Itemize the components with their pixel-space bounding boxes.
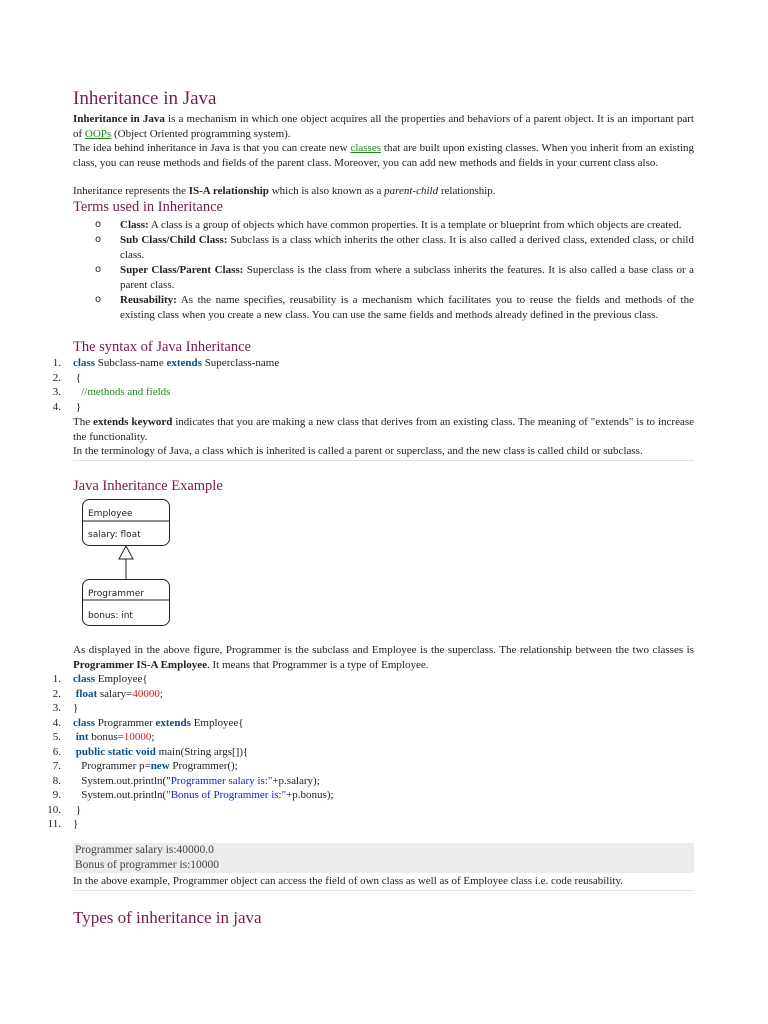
keyword: class <box>73 673 95 685</box>
figure-text: As displayed in the above figure, Programmer is the subclass and Employee is the superclass. The relationship between the two classes is <box>73 644 694 656</box>
keyword: new <box>150 760 170 772</box>
intro-text-end: (Object Oriented programming system). <box>111 127 291 140</box>
line-number: 6. <box>52 745 61 758</box>
term-text: As the name specifies, reusability is a mechanism which facilitates you to reuse the fields and methods of the existing class when you create a new class. You can use the same fields and methods already defined in the previous class. <box>120 294 694 322</box>
figure-paragraph <box>73 643 694 672</box>
term-superclass <box>73 263 694 293</box>
uml-class-diagram <box>82 499 172 629</box>
syntax-heading: The syntax of Java Inheritance <box>73 339 251 355</box>
code-text: salary= <box>97 687 133 700</box>
isa-italic: parent-child <box>384 185 439 197</box>
keyword: float <box>75 687 98 700</box>
page-title: Inheritance in Java <box>73 88 217 109</box>
code-line <box>52 788 694 803</box>
code-line <box>52 759 694 774</box>
isa-text-end: relationship. <box>438 185 496 197</box>
code-text: } <box>75 400 82 413</box>
bullet-icon: o <box>95 234 102 246</box>
line-number: 11. <box>47 818 61 830</box>
term-label: Super Class/Parent Class: <box>120 264 244 277</box>
figure-bold: Programmer IS-A Employee <box>73 658 208 671</box>
extends-text: The <box>73 416 94 428</box>
line-number: 1. <box>52 357 61 369</box>
keyword: extends <box>166 357 202 369</box>
line-number: 2. <box>52 371 61 384</box>
isa-bold: IS-A relationship <box>188 185 269 197</box>
code-text: Subclass-name <box>95 357 167 369</box>
line-number: 5. <box>52 731 61 743</box>
extends-bold: extends keyword <box>93 416 173 428</box>
code-text: ; <box>151 731 155 743</box>
code-line <box>52 400 694 415</box>
line-number: 7. <box>52 760 61 772</box>
intro-paragraph <box>73 112 694 141</box>
isa-text-mid: which is also known as a <box>268 185 385 197</box>
term-class <box>73 218 694 233</box>
idea-paragraph <box>73 141 694 170</box>
code-text: Employee{ <box>95 673 148 685</box>
code-line <box>52 356 694 371</box>
example-heading: Java Inheritance Example <box>73 478 223 494</box>
figure-text-end: . It means that Programmer is a type of Employee. <box>207 658 429 671</box>
line-number: 3. <box>52 702 61 714</box>
code-line <box>52 701 694 716</box>
extends-text-end: indicates that you are making a new class that derives from an existing class. The meaning of "extends" is to increase the functionality. <box>73 416 694 443</box>
intro-bold: Inheritance in Java <box>73 113 165 125</box>
term-text: Subclass is a class which inherits the other class. It is also called a derived class, extended class, or child class. <box>120 234 694 262</box>
code-number: 10000 <box>123 731 152 743</box>
code-line <box>52 745 694 760</box>
code-line <box>52 371 694 386</box>
code-text: +p.salary); <box>272 774 320 787</box>
keyword: int <box>75 731 89 743</box>
programmer-field: bonus: int <box>88 611 133 621</box>
line-number: 2. <box>52 687 61 700</box>
section-divider <box>73 890 694 891</box>
program-output <box>73 843 694 873</box>
code-line <box>52 672 694 687</box>
terminology-paragraph: In the terminology of Java, a class which is inherited is called a parent or superclass, and the new class is called child or subclass. <box>73 445 643 457</box>
intro-text: is a mechanism in which one object acquires all the properties and behaviors of a parent object. It is an important part of <box>73 113 694 140</box>
code-text: bonus= <box>88 731 124 743</box>
keyword: public static void <box>75 745 156 758</box>
types-heading: Types of inheritance in java <box>73 908 262 927</box>
oops-link[interactable]: OOPs <box>84 127 112 140</box>
term-label: Reusability: <box>120 294 177 307</box>
section-divider <box>73 460 694 461</box>
code-text: { <box>75 371 82 384</box>
isa-text: Inheritance represents the <box>73 185 189 197</box>
code-line <box>52 687 694 702</box>
bullet-icon: o <box>95 264 102 276</box>
code-line <box>52 385 694 400</box>
code-text: } <box>73 818 79 830</box>
code-text: +p.bonus); <box>286 789 334 801</box>
code-string: "Programmer salary is:" <box>166 774 273 787</box>
line-number: 8. <box>52 774 61 787</box>
output-line: Bonus of programmer is:10000 <box>75 859 220 871</box>
code-text: Superclass-name <box>201 357 280 369</box>
code-text: Programmer p= <box>81 760 151 772</box>
programmer-class-name: Programmer <box>88 589 144 599</box>
isa-paragraph <box>73 184 694 199</box>
code-number: 40000 <box>132 687 160 700</box>
line-number: 10. <box>47 803 61 816</box>
code-text: System.out.println( <box>81 774 167 787</box>
code-string: "Bonus of Programmer is:" <box>166 789 287 801</box>
line-number: 1. <box>52 673 61 685</box>
code-text: ; <box>159 687 163 700</box>
keyword: extends <box>155 716 191 729</box>
term-label: Sub Class/Child Class: <box>120 234 228 247</box>
bullet-icon: o <box>95 294 102 306</box>
code-line <box>47 803 694 818</box>
code-line <box>47 817 694 832</box>
line-number: 3. <box>52 386 61 398</box>
terms-list <box>73 218 694 324</box>
extends-paragraph <box>73 415 694 444</box>
reuse-paragraph: In the above example, Programmer object can access the field of own class as well as of Employee class i.e. code reusability. <box>73 875 624 887</box>
code-text: main(String args[]){ <box>155 745 249 758</box>
term-text: A class is a group of objects which have common properties. It is a template or blueprint from which objects are created. <box>148 219 682 231</box>
code-line <box>52 730 694 745</box>
term-subclass <box>73 233 694 263</box>
employee-class-name: Employee <box>88 509 133 519</box>
inheritance-arrow-icon <box>119 546 133 559</box>
code-line <box>52 716 694 731</box>
code-line <box>52 774 694 789</box>
code-text: Employee{ <box>190 716 244 729</box>
term-text: Superclass is the class from where a subclass inherits the features. It is also called a base class or a parent class. <box>120 264 694 292</box>
keyword: class <box>73 357 95 369</box>
code-text: } <box>75 803 82 816</box>
term-label: Class: <box>120 219 149 231</box>
terms-heading: Terms used in Inheritance <box>73 199 223 215</box>
idea-text-end: that are built upon existing classes. When you inherit from an existing class, you can reuse methods and fields of the parent class. Moreover, you can add new methods and fields in your current class also. <box>73 142 695 169</box>
code-text: } <box>73 702 79 714</box>
idea-text: The idea behind inheritance in Java is that you can create new <box>73 142 351 154</box>
code-text: Programmer <box>95 716 156 729</box>
code-comment: //methods and fields <box>81 386 171 398</box>
output-line: Programmer salary is:40000.0 <box>75 844 214 856</box>
keyword: class <box>73 716 95 729</box>
employee-field: salary: float <box>88 530 141 540</box>
code-text: System.out.println( <box>81 789 167 801</box>
line-number: 4. <box>52 400 61 413</box>
line-number: 4. <box>52 716 61 729</box>
term-reusability <box>73 293 694 323</box>
line-number: 9. <box>52 789 61 801</box>
code-text: Programmer(); <box>169 760 238 772</box>
bullet-icon: o <box>95 219 102 230</box>
classes-link[interactable]: classes <box>350 142 381 154</box>
